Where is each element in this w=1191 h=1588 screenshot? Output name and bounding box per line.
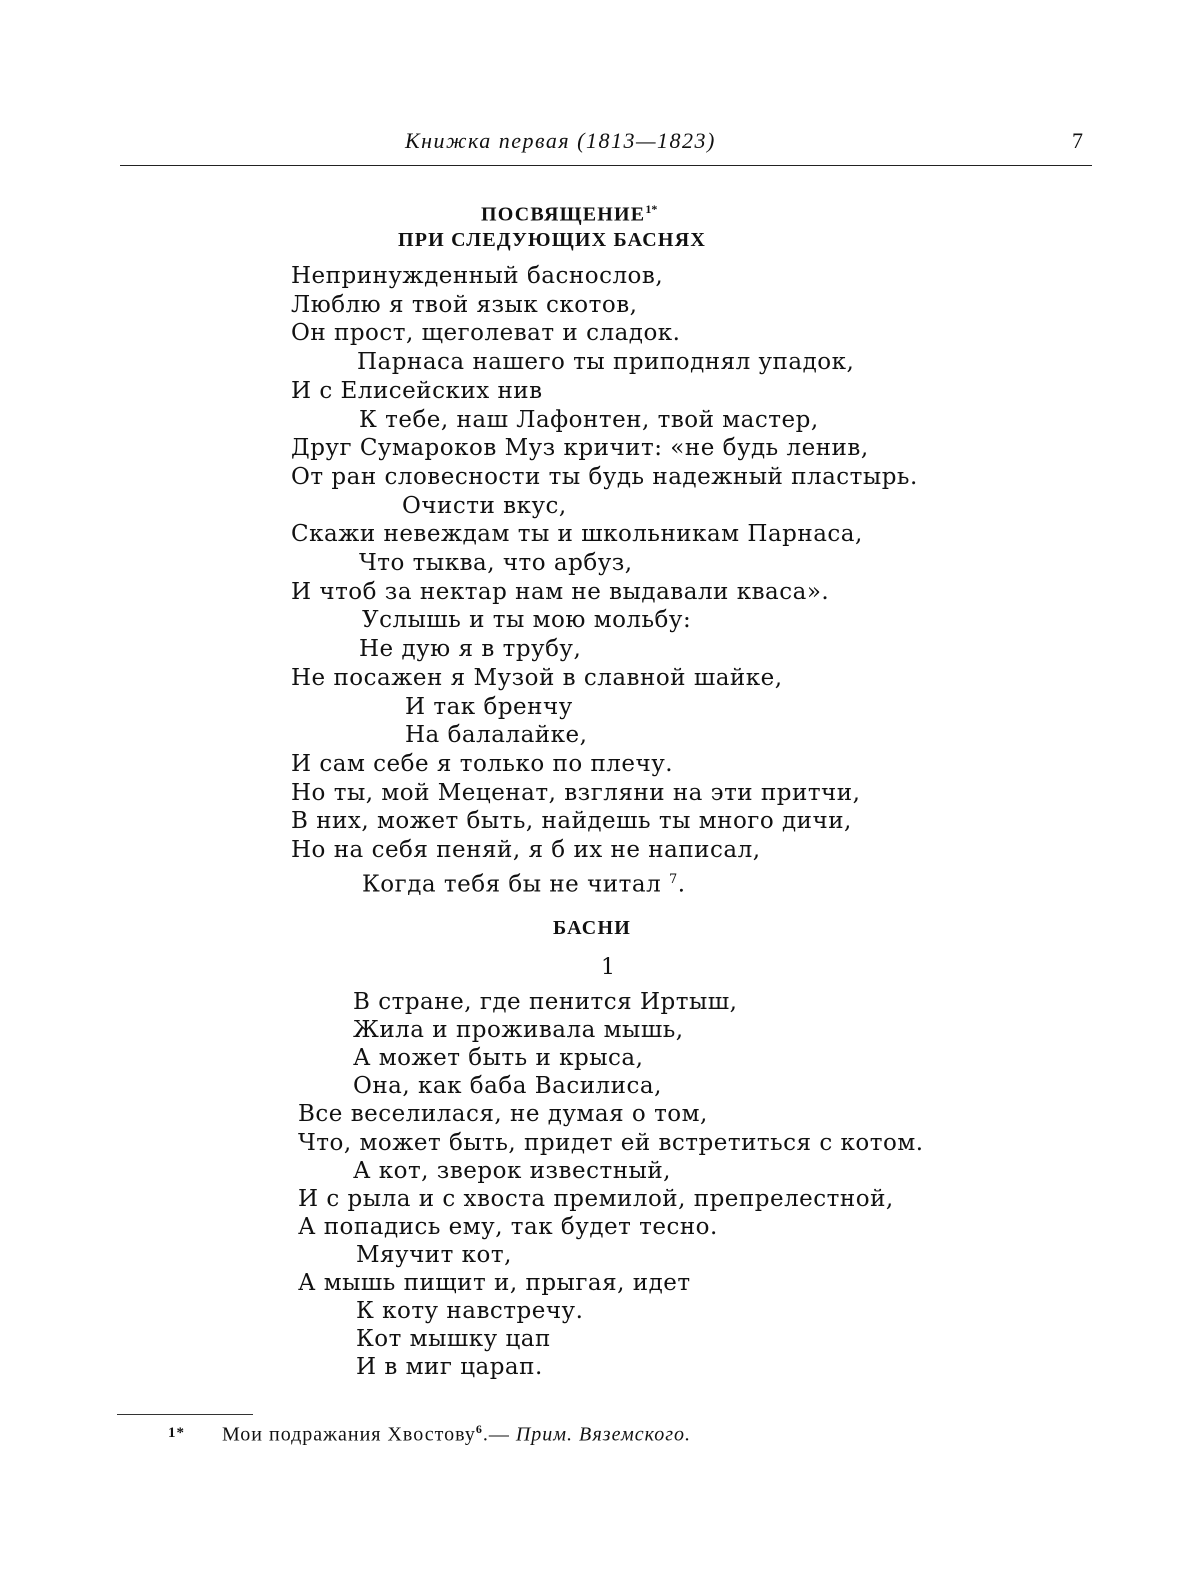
dedication-line-text: Но ты, мой Меценат, взгляни на эти притчи,: [291, 779, 861, 806]
fable-line: [356, 1325, 551, 1354]
fables-heading: БАСНИ: [553, 917, 631, 939]
fable-line-text: Жила и проживала мышь,: [353, 1017, 684, 1044]
fable-line: [353, 1157, 671, 1186]
fable-line: [356, 1353, 543, 1382]
dedication-line: [362, 606, 691, 635]
dedication-line-text: И с Елисейских нив: [291, 377, 543, 404]
dedication-footnote-marker: 1*: [645, 202, 658, 216]
dedication-line-text: В них, может быть, найдешь ты много дичи,: [291, 808, 852, 835]
dedication-line-text: Что тыква, что арбуз,: [359, 550, 633, 576]
fable-line-text: Мяучит кот,: [356, 1241, 512, 1268]
dedication-line-text: Он прост, щеголеват и сладок.: [291, 320, 681, 347]
dedication-line-text: Люблю я твой язык скотов,: [291, 291, 638, 318]
fable-line-text: К коту навстречу.: [356, 1298, 584, 1325]
fable-line: [298, 1269, 691, 1298]
dedication-line: [291, 836, 761, 865]
dedication-line: [359, 549, 633, 578]
fable-line-text: А попадись ему, так будет тесно.: [298, 1213, 718, 1240]
dedication-line-text: На балалайке,: [405, 722, 588, 749]
dedication-line: [291, 578, 829, 607]
fable-line-text: А мышь пищит и, прыгая, идет: [298, 1270, 691, 1296]
dedication-line: [362, 865, 686, 900]
dedication-line: [357, 348, 854, 377]
dedication-line: [359, 635, 581, 664]
fable-line: [298, 1129, 924, 1158]
fable-line: [353, 1044, 643, 1073]
footnote-dash: .—: [482, 1423, 516, 1446]
fable-line-text: Кот мышку цап: [356, 1326, 551, 1353]
footnote-attribution: Прим. Вяземского.: [515, 1423, 692, 1446]
dedication-line: [359, 406, 819, 435]
fable-line-text: Что, может быть, придет ей встретиться с котом.: [298, 1129, 924, 1156]
dedication-line-text: Друг Сумароков Муз кричит: «не будь ленив,: [291, 435, 869, 462]
fable-line-text: Она, как баба Василиса,: [353, 1073, 662, 1100]
footnote-marker: 1*: [168, 1425, 185, 1441]
dedication-line-text: Не посажен я Музой в славной шайке,: [291, 664, 783, 691]
dedication-line-text: Скажи невеждам ты и школьникам Парнаса,: [291, 521, 863, 548]
dedication-line-text: Услышь и ты мою мольбу:: [362, 607, 692, 634]
fable-line-text: Все веселилася, не думая о том,: [298, 1101, 708, 1128]
dedication-line-text: И чтоб за нектар нам не выдавали кваса».: [291, 578, 830, 605]
dedication-line: [405, 693, 573, 722]
dedication-line: [291, 779, 860, 808]
dedication-line-text: Очисти вкус,: [402, 492, 567, 519]
dedication-line: [291, 664, 783, 693]
dedication-line: [291, 520, 863, 549]
footnote-body: Мои подражания Хвостову: [222, 1423, 476, 1446]
fable-line: [356, 1297, 583, 1326]
fable-line: [298, 1213, 718, 1242]
dedication-title-text: ПОСВЯЩЕНИЕ: [481, 203, 646, 226]
fable-line-text: В стране, где пенится Иртыш,: [353, 989, 738, 1015]
fable-line: [298, 1100, 708, 1129]
dedication-subtitle: ПРИ СЛЕДУЮЩИХ БАСНЯХ: [398, 229, 706, 251]
footnote-divider: [117, 1414, 253, 1415]
fable-line-text: И в миг царап.: [356, 1354, 543, 1381]
dedication-line-text: Парнаса нашего ты приподнял упадок,: [357, 349, 855, 376]
line-end-punctuation: .: [677, 871, 686, 898]
dedication-line-text: Непринужденный баснослов,: [291, 263, 664, 289]
fable-line-text: А кот, зверок известный,: [353, 1157, 671, 1184]
dedication-title: [481, 202, 657, 227]
fable-line: [298, 1185, 894, 1214]
dedication-line: [291, 463, 918, 492]
dedication-line: [291, 291, 637, 320]
dedication-line-text: К тебе, наш Лафонтен, твой мастер,: [359, 406, 819, 433]
footnote-text: [222, 1422, 691, 1447]
dedication-line: [291, 377, 543, 406]
dedication-line-text: Когда тебя бы не читал: [362, 871, 662, 898]
dedication-line: [291, 807, 852, 836]
dedication-line: [291, 262, 663, 291]
fable-number: 1: [601, 955, 615, 980]
fable-line: [353, 1072, 662, 1101]
fable-line: [353, 988, 737, 1017]
dedication-line-text: Не дую я в трубу,: [359, 636, 582, 663]
footnote-ref: 6: [475, 1422, 483, 1436]
dedication-line: [405, 721, 587, 750]
dedication-line-text: И так бренчу: [405, 693, 573, 720]
running-title: Книжка первая (1813—1823): [405, 128, 716, 153]
fable-line-text: А может быть и крыса,: [353, 1045, 644, 1072]
dedication-line-text: И сам себе я только по плечу.: [291, 750, 674, 777]
page-number: 7: [1072, 128, 1083, 153]
dedication-line-text: Но на себя пеняй, я б их не написал,: [291, 837, 761, 863]
fable-line: [353, 1016, 684, 1045]
header-divider: [120, 165, 1092, 166]
dedication-line: [291, 750, 673, 779]
dedication-line: [402, 492, 567, 521]
dedication-line-text: От ран словесности ты будь надежный пластырь.: [291, 463, 918, 490]
note-reference: 7: [669, 871, 678, 887]
fable-line-text: И с рыла и с хвоста премилой, препрелестной,: [298, 1185, 894, 1212]
dedication-line: [291, 434, 869, 463]
fable-line: [356, 1241, 512, 1270]
dedication-line: [291, 319, 680, 348]
